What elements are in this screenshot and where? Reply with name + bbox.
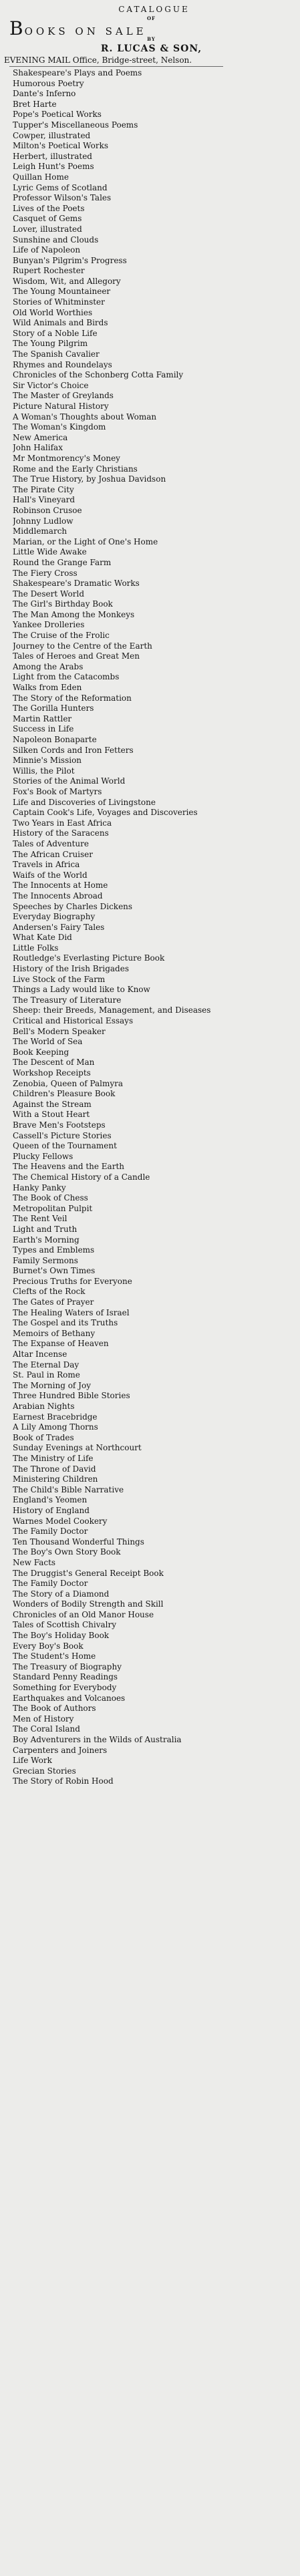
book-title: Pope's Poetical Works xyxy=(13,110,102,120)
book-title: The Master of Greylands xyxy=(13,391,114,401)
book-title: Book Keeping xyxy=(13,1047,69,1057)
book-title: Captain Cook's Life, Voyages and Discoveries xyxy=(13,808,198,818)
book-title: Against the Stream xyxy=(13,1099,92,1109)
book-title: Burnet's Own Times xyxy=(13,1266,96,1276)
book-title: The Book of Chess xyxy=(13,1193,88,1203)
book-title: The Story of Robin Hood xyxy=(13,1776,114,1786)
book-title: Hanky Panky xyxy=(13,1182,66,1192)
book-title: Rome and the Early Christians xyxy=(13,464,138,474)
book-title: Arabian Nights xyxy=(13,1402,75,1411)
book-title: Lives of the Poets xyxy=(13,203,85,213)
book-title: Earnest Bracebridge xyxy=(13,1412,98,1422)
book-title: Life of Napoleon xyxy=(13,245,81,255)
book-title: Bunyan's Pilgrim's Progress xyxy=(13,255,127,265)
book-title: The African Cruiser xyxy=(13,849,94,859)
book-title: What Kate Did xyxy=(13,933,72,943)
book-title: New Facts xyxy=(13,1557,56,1567)
book-title: Wisdom, Wit, and Allegory xyxy=(13,276,121,286)
book-title: Mr Montmorency's Money xyxy=(13,453,120,463)
book-title: Light and Truth xyxy=(13,1224,78,1234)
firm-address: EVENING MAIL Office, Bridge-street, Nelson. xyxy=(4,55,192,65)
book-title: Casquet of Gems xyxy=(13,214,82,224)
book-title: Journey to the Centre of the Earth xyxy=(13,641,152,651)
book-title: Tupper's Miscellaneous Poems xyxy=(13,120,138,130)
book-title: Clefts of the Rock xyxy=(13,1287,86,1297)
book-title: Travels in Africa xyxy=(13,860,80,870)
book-title: The Treasury of Biography xyxy=(13,1661,122,1671)
book-title: Stories of Whitminster xyxy=(13,297,105,307)
book-title: Stories of the Animal World xyxy=(13,776,126,786)
book-title: Martin Rattler xyxy=(13,713,72,723)
book-title: Little Folks xyxy=(13,943,59,953)
book-title: Milton's Poetical Works xyxy=(13,141,109,151)
book-title: Ministering Children xyxy=(13,1474,98,1484)
book-title: Walks from Eden xyxy=(13,683,82,693)
book-title: Men of History xyxy=(13,1714,74,1724)
book-title: Wild Animals and Birds xyxy=(13,318,108,328)
book-title: A Lily Among Thorns xyxy=(13,1422,98,1432)
book-title: The Fiery Cross xyxy=(13,568,78,578)
book-title: Herbert, illustrated xyxy=(13,151,92,161)
book-title: The Girl's Birthday Book xyxy=(13,599,113,609)
book-title: A Woman's Thoughts about Woman xyxy=(13,412,157,422)
book-title: The Chemical History of a Candle xyxy=(13,1172,150,1182)
book-title: Altar Incense xyxy=(13,1349,67,1359)
book-title: Tales of Scottish Chivalry xyxy=(13,1620,117,1630)
book-title: Silken Cords and Iron Fetters xyxy=(13,745,134,755)
book-title: History of the Irish Brigades xyxy=(13,964,129,974)
book-title: Carpenters and Joiners xyxy=(13,1745,108,1755)
book-title: Picture Natural History xyxy=(13,401,109,411)
book-title: Robinson Crusoe xyxy=(13,505,82,515)
book-title: Leigh Hunt's Poems xyxy=(13,162,94,172)
book-title: Napoleon Bonaparte xyxy=(13,735,97,744)
book-title: Sir Victor's Choice xyxy=(13,380,89,390)
book-title: Johnny Ludlow xyxy=(13,516,73,526)
book-title: Brave Men's Footsteps xyxy=(13,1120,106,1130)
book-title: Among the Arabs xyxy=(13,661,84,671)
book-title: Success in Life xyxy=(13,724,74,734)
headline-dropcap: B xyxy=(9,17,25,39)
book-title: Professor Wilson's Tales xyxy=(13,193,112,203)
book-title: The Story of the Reformation xyxy=(13,693,132,703)
book-title: The Eternal Day xyxy=(13,1359,80,1370)
book-title: Types and Emblems xyxy=(13,1245,95,1255)
book-title: Bell's Modern Speaker xyxy=(13,1026,106,1036)
book-title: Plucky Fellows xyxy=(13,1151,73,1161)
book-title: Memoirs of Bethany xyxy=(13,1328,96,1338)
book-title: Metropolitan Pulpit xyxy=(13,1203,93,1213)
book-title: History of England xyxy=(13,1505,90,1515)
book-title: Hall's Vineyard xyxy=(13,495,76,505)
book-title: Lyric Gems of Scotland xyxy=(13,182,108,192)
book-title: The Young Pilgrim xyxy=(13,339,88,349)
book-title: Children's Pleasure Book xyxy=(13,1089,116,1099)
book-title: The Family Doctor xyxy=(13,1579,88,1589)
of-line: OF xyxy=(146,15,156,21)
book-title: Quillan Home xyxy=(13,172,69,182)
book-title: The Man Among the Monkeys xyxy=(13,609,135,619)
book-title: Every Boy's Book xyxy=(13,1641,84,1651)
book-title: Sheep: their Breeds, Management, and Diseases xyxy=(13,1005,211,1015)
book-title: The Book of Authors xyxy=(13,1704,96,1714)
book-title: Willis, the Pilot xyxy=(13,766,75,776)
book-title: Sunday Evenings at Northcourt xyxy=(13,1443,142,1453)
book-title: The Boy's Own Story Book xyxy=(13,1547,121,1557)
header-rule xyxy=(9,66,223,67)
book-title: The Gospel and its Truths xyxy=(13,1318,118,1328)
book-title: Chronicles of an Old Manor House xyxy=(13,1609,154,1619)
book-title: Light from the Catacombs xyxy=(13,672,120,682)
book-title: Andersen's Fairy Tales xyxy=(13,922,105,932)
book-title: The Innocents Abroad xyxy=(13,891,103,901)
book-title: Lover, illustrated xyxy=(13,224,82,234)
book-title: Live Stock of the Farm xyxy=(13,974,106,984)
book-title: Ten Thousand Wonderful Things xyxy=(13,1537,144,1547)
book-title: Shakespeare's Plays and Poems xyxy=(13,68,142,77)
book-title: The Coral Island xyxy=(13,1724,80,1734)
book-title: New America xyxy=(13,432,68,442)
book-title: Speeches by Charles Dickens xyxy=(13,901,133,911)
book-title: Life Work xyxy=(13,1756,52,1766)
book-title: The Treasury of Literature xyxy=(13,995,122,1005)
book-title-list xyxy=(9,68,293,1787)
book-title: Minnie's Mission xyxy=(13,756,82,766)
book-title: Something for Everybody xyxy=(13,1683,117,1693)
book-title: Rupert Rochester xyxy=(13,266,85,276)
book-title: The Throne of David xyxy=(13,1464,96,1474)
book-title: Tales of Heroes and Great Men xyxy=(13,651,140,661)
book-title: England's Yeomen xyxy=(13,1495,88,1505)
book-title: Round the Grange Farm xyxy=(13,557,112,567)
book-title: The Innocents at Home xyxy=(13,880,108,891)
book-title: Warnes Model Cookery xyxy=(13,1516,108,1526)
book-title: The Child's Bible Narrative xyxy=(13,1484,124,1494)
book-title: Shakespeare's Dramatic Works xyxy=(13,579,140,589)
book-title: History of the Saracens xyxy=(13,828,109,838)
book-title: Cowper, illustrated xyxy=(13,130,91,140)
book-title: Grecian Stories xyxy=(13,1766,76,1776)
book-title: Sunshine and Clouds xyxy=(13,234,99,245)
book-title: Old World Worthies xyxy=(13,307,93,317)
book-title: Tales of Adventure xyxy=(13,838,89,848)
book-title: Middlemarch xyxy=(13,526,67,536)
book-title: The True History, by Joshua Davidson xyxy=(13,474,166,484)
catalogue-heading: CATALOGUE xyxy=(118,5,190,14)
book-title: The Descent of Man xyxy=(13,1058,95,1068)
book-title: Zenobia, Queen of Palmyra xyxy=(13,1078,124,1088)
book-title: The Woman's Kingdom xyxy=(13,422,106,432)
book-title: Things a Lady would like to Know xyxy=(13,985,150,995)
book-title: The Gates of Prayer xyxy=(13,1297,94,1307)
book-title: The Ministry of Life xyxy=(13,1453,94,1463)
book-title: The Story of a Diamond xyxy=(13,1589,110,1599)
book-title: Story of a Noble Life xyxy=(13,328,98,338)
book-title: The Heavens and the Earth xyxy=(13,1162,124,1172)
book-title: Fox's Book of Martyrs xyxy=(13,786,102,796)
book-title: Two Years in East Africa xyxy=(13,818,112,828)
book-title: The Pirate City xyxy=(13,484,74,494)
book-title: Rhymes and Roundelays xyxy=(13,359,112,369)
book-title: The Gorilla Hunters xyxy=(13,703,94,713)
book-title: Chronicles of the Schonberg Cotta Family xyxy=(13,370,184,380)
book-title: The Young Mountaineer xyxy=(13,287,111,297)
book-title: The Desert World xyxy=(13,589,85,599)
book-title: Yankee Drolleries xyxy=(13,620,85,630)
book-title: St. Paul in Rome xyxy=(13,1370,80,1380)
firm-name: R. LUCAS & SON, xyxy=(100,43,202,54)
book-title: Boy Adventurers in the Wilds of Australia xyxy=(13,1735,182,1744)
book-title: Routledge's Everlasting Picture Book xyxy=(13,953,165,963)
book-title: The Student's Home xyxy=(13,1651,96,1661)
book-title: The Rent Veil xyxy=(13,1214,67,1224)
book-title: Waifs of the World xyxy=(13,870,88,880)
book-title: The Spanish Cavalier xyxy=(13,349,100,359)
book-title: Family Sermons xyxy=(13,1255,78,1265)
book-title: Earth's Morning xyxy=(13,1235,80,1245)
book-title: Humorous Poetry xyxy=(13,78,84,88)
book-title: Marian, or the Light of One's Home xyxy=(13,536,158,546)
book-title: Precious Truths for Everyone xyxy=(13,1276,132,1286)
book-title: John Halifax xyxy=(13,443,63,453)
book-title: With a Stout Heart xyxy=(13,1110,90,1120)
book-title: The Boy's Holiday Book xyxy=(13,1631,110,1641)
book-title: The Druggist's General Receipt Book xyxy=(13,1568,164,1578)
book-title: Everyday Biography xyxy=(13,912,96,922)
book-title: Bret Harte xyxy=(13,99,57,109)
book-title: Wonders of Bodily Strength and Skill xyxy=(13,1599,164,1609)
book-title: Little Wide Awake xyxy=(13,547,87,557)
book-title: Three Hundred Bible Stories xyxy=(13,1391,130,1401)
book-title: The Morning of Joy xyxy=(13,1380,91,1390)
book-title: Workshop Receipts xyxy=(13,1068,91,1078)
book-title: Life and Discoveries of Livingstone xyxy=(13,797,156,807)
book-title: Earthquakes and Volcanoes xyxy=(13,1693,126,1703)
book-title: Dante's Inferno xyxy=(13,89,76,99)
book-title: Book of Trades xyxy=(13,1432,74,1442)
book-title: The World of Sea xyxy=(13,1037,83,1047)
book-title: Cassell's Picture Stories xyxy=(13,1130,112,1140)
book-title: The Cruise of the Frolic xyxy=(13,631,110,641)
book-title: The Family Doctor xyxy=(13,1526,88,1537)
book-title: Critical and Historical Essays xyxy=(13,1016,134,1026)
book-title: Queen of the Tournament xyxy=(13,1141,117,1151)
book-title: The Healing Waters of Israel xyxy=(13,1307,130,1317)
headline-rest: OOKS ON SALE xyxy=(24,25,147,37)
by-line: BY xyxy=(147,36,156,42)
book-title: The Expanse of Heaven xyxy=(13,1339,109,1349)
book-title: Standard Penny Readings xyxy=(13,1672,118,1682)
